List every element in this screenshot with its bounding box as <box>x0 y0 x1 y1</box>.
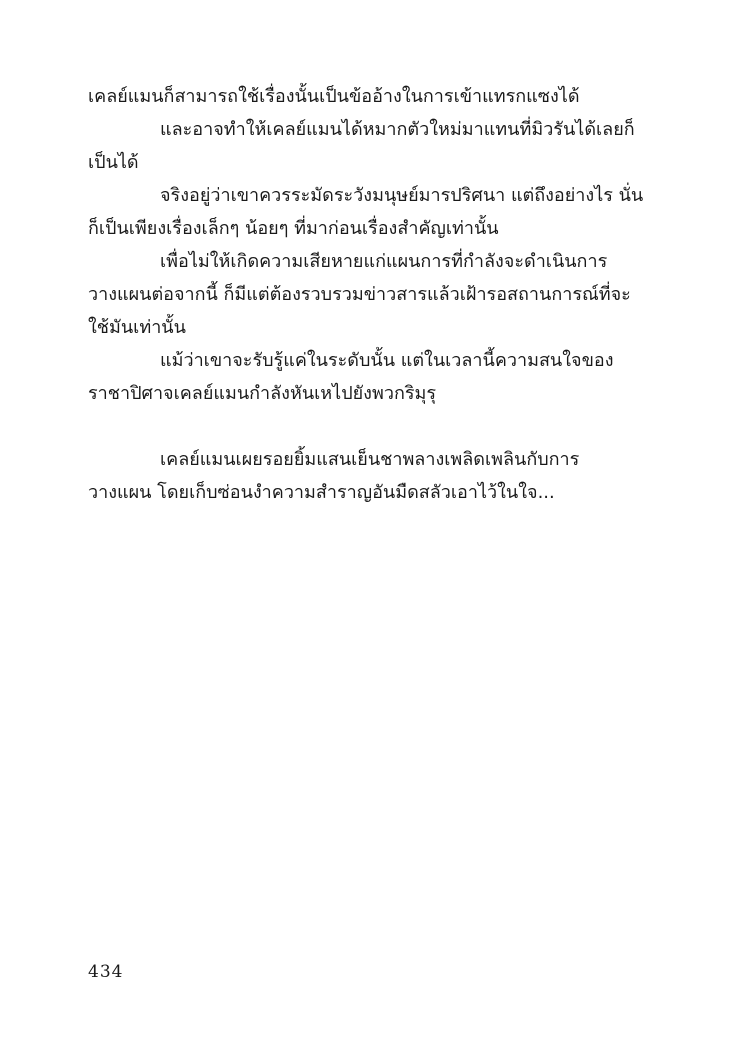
paragraph <box>88 113 650 179</box>
text-line: ราชาปิศาจเคลย์แมนกำลังหันเหไปยังพวกริมุรุ <box>88 383 437 404</box>
text-line: และอาจทำให้เคลย์แมนได้หมากตัวใหม่มาแทนที่มิวรันได้เลยก็ <box>160 119 635 140</box>
paragraph <box>88 80 650 113</box>
page-number: 434 <box>88 962 124 982</box>
paragraph <box>88 245 650 344</box>
text-line: เคลย์แมนก็สามารถใช้เรื่องนั้นเป็นข้ออ้างในการเข้าแทรกแซงได้ <box>88 86 580 107</box>
text-line: ใช้มันเท่านั้น <box>88 317 186 338</box>
text-line: แม้ว่าเขาจะรับรู้แค่ในระดับนั้น แต่ในเวลานี้ความสนใจของ <box>160 350 614 371</box>
paragraph-break <box>88 410 650 443</box>
paragraph <box>88 344 650 410</box>
text-line: วางแผน โดยเก็บซ่อนงำความสำราญอันมืดสลัวเอาไว้ในใจ... <box>88 482 555 503</box>
text-line: ก็เป็นเพียงเรื่องเล็กๆ น้อยๆ ที่มาก่อนเรื่องสำคัญเท่านั้น <box>88 218 499 239</box>
text-line: เคลย์แมนเผยรอยยิ้มแสนเย็นชาพลางเพลิดเพลินกับการ <box>160 449 580 470</box>
text-line: จริงอยู่ว่าเขาควรระมัดระวังมนุษย์มารปริศนา แต่ถึงอย่างไร นั่น <box>160 185 644 206</box>
text-line: เป็นได้ <box>88 152 139 173</box>
text-line: วางแผนต่อจากนี้ ก็มีแต่ต้องรวบรวมข่าวสารแล้วเฝ้ารอสถานการณ์ที่จะ <box>88 284 631 305</box>
paragraph <box>88 179 650 245</box>
body-text <box>88 80 650 509</box>
text-line: เพื่อไม่ให้เกิดความเสียหายแก่แผนการที่กำลังจะดำเนินการ <box>160 251 608 272</box>
paragraph <box>88 443 650 509</box>
